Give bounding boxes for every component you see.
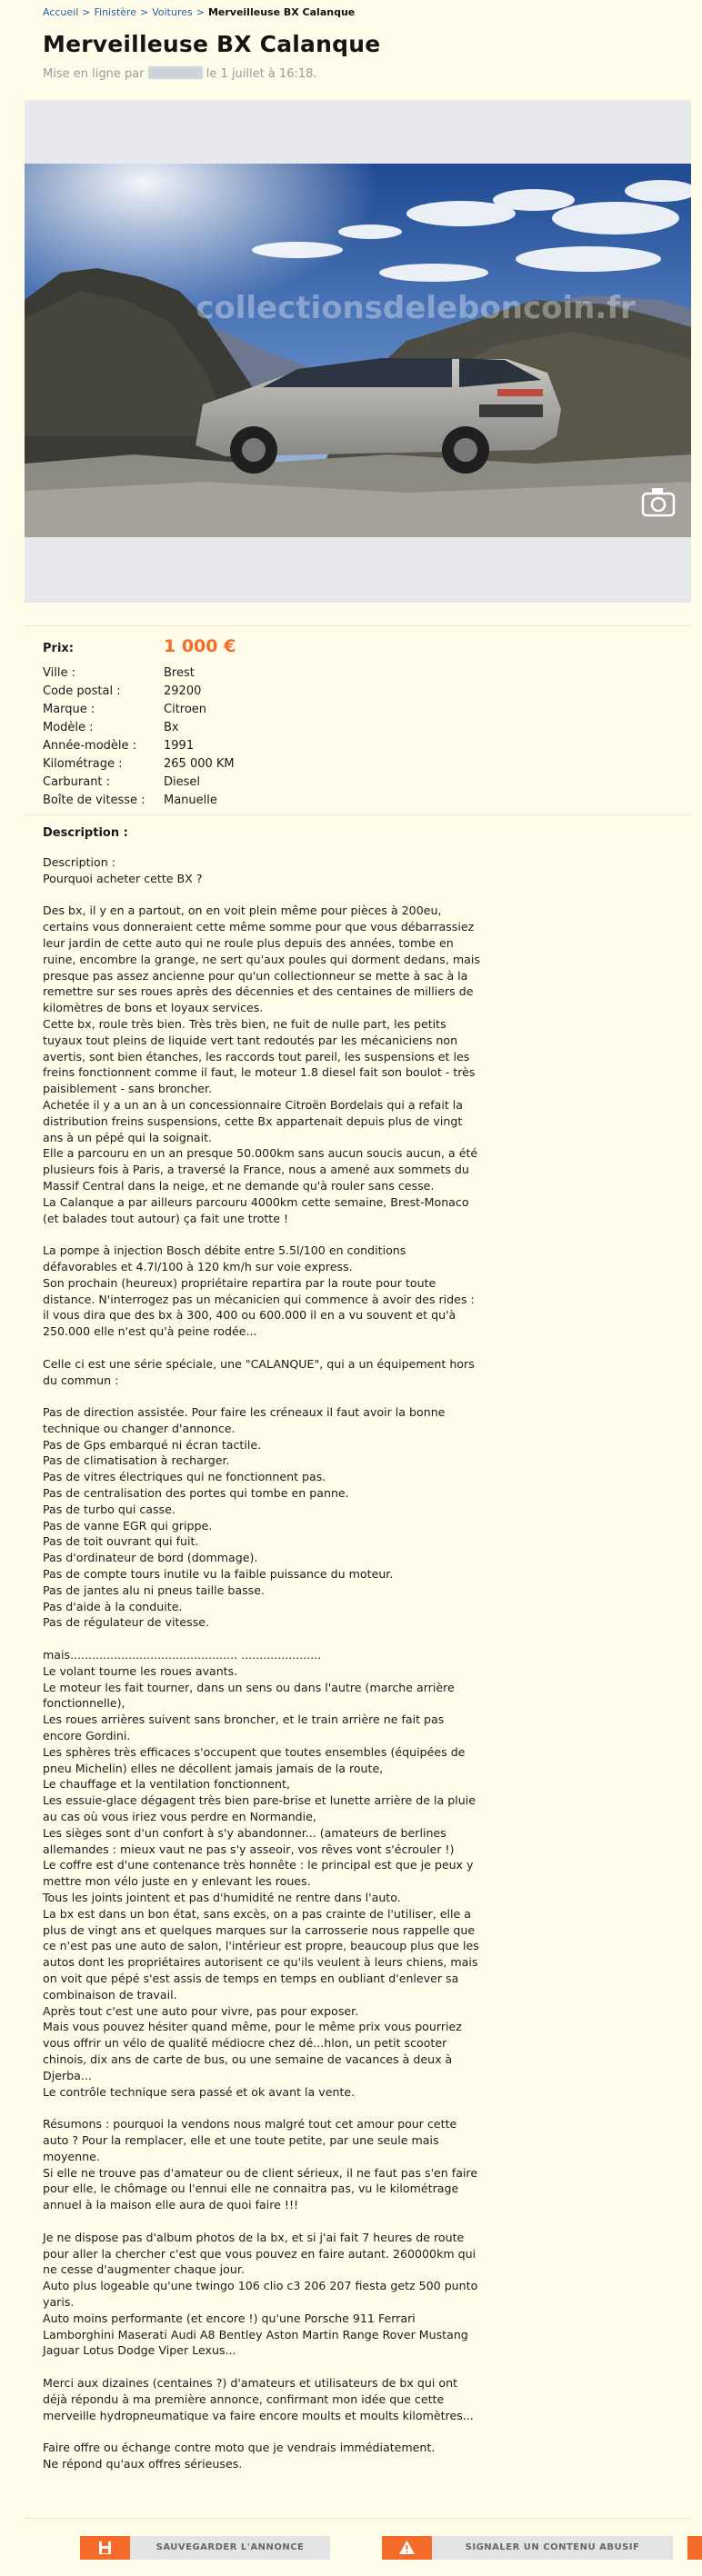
description-title: Description : (43, 826, 128, 840)
action-bar (0, 2531, 702, 2576)
price-label: Prix: (43, 642, 74, 655)
spec-brand (43, 701, 406, 719)
spec-label: Marque : (43, 703, 95, 716)
spec-postal-code (43, 683, 406, 701)
spec-value: Citroen (164, 703, 207, 716)
report-abuse-button[interactable] (382, 2536, 673, 2560)
breadcrumb-category[interactable]: Voitures (152, 6, 193, 18)
breadcrumb-region[interactable]: Finistère (94, 6, 136, 18)
next-button-edge[interactable] (687, 2536, 702, 2560)
description-body: Description : Pourquoi acheter cette BX ? Des bx, il y en a partout, on en voit plein même pour pièces à 200eu, certains vous donneraient cette même somme pour que vous débarrassiez leur jardin de cette auto qui ne roule plus depuis des années, tombe en ruine, encombre la grange, ne sert qu'aux poules qui dorment dedans, mais presque pas assez ancienne pour qu'un collectionneur se mette à sac à la remettre sur ses roues après des décennies et des centaines de milliers de kilomètres de bons et loyaux services. Cette bx, roule très bien. Très très bien, ne fuit de nulle part, les petits tuyaux tout pleins de liquide vert tant redoutés par les mécaniciens non avertis, sont bien étanches, les raccords tout pareil, les suspensions et les freins fonctionnent comme il faut, le moteur 1.8 diesel fait son boulot - très paisiblement - sans broncher. Achetée il y a un an à un concessionnaire Citroën Bordelais qui a refait la distribution freins suspensions, cette Bx appartenait depuis plus de vingt ans à un pépé qui la soignait. Elle a parcouru en un an presque 50.000km sans aucun soucis aucun, a été plusieurs fois à Paris, a traversé la France, nous a amené aux sommets du Massif Central dans la neige, et ne demande qu'à rouler sans cesse. La Calanque a par ailleurs parcouru 4000km cette semaine, Brest-Monaco (et balades tout autour) ça fait une trotte ! La pompe à injection Bosch débite entre 5.5l/100 en conditions défavorables et 4.7l/100 à 120 km/h sur voie express. Son prochain (heureux) propriétaire repartira par la route pour toute distance. N'interrogez pas un mécanicien qui commence à avoir des rides : il vous dira que des bx à 300, 400 ou 600.000 il en a vu souvent et qu'à 250.000 elle n'est qu'à peine rodée... Celle ci est une série spéciale, une "CALANQUE", qui a un équipement hors du commun : Pas de direction assistée. Pour faire les créneaux il faut avoir la bonne technique ou changer d'annonce. Pas de Gps embarqué ni écran tactile. Pas de climatisation à recharger. Pas de vitres électriques qui ne fonctionnent pas. Pas de centralisation des portes qui tombe en panne. Pas de turbo qui casse. Pas de vanne EGR qui grippe. Pas de toit ouvrant qui fuit. Pas d'ordinateur de bord (dommage). Pas de compte tours inutile vu la faible puissance du moteur. Pas de jantes alu ni pneus taille basse. Pas d'aide à la conduite. Pas de régulateur de vitesse. mais.............................................. ...................... Le volant tourne les roues avants. Le moteur les fait tourner, dans un sens ou dans l'autre (marche arrière fonctionnelle), Les roues arrières suivent sans broncher, et le train arrière ne fait pas encore Gordini. Les sphères très efficaces s'occupent que toutes ensembles (équipées de pneu Michelin) elles ne décollent jamais jamais de la route, Le chauffage et la ventilation fonctionnent, Les essuie-glace dégagent très bien pare-brise et lunette arrière de la pluie au cas où vous iriez vous perdre en Normandie, Les sièges sont d'un confort à s'y abandonner... (amateurs de berlines allemandes : mieux vaut ne pas s'y asseoir, vos rêves vont s'écrouler !) Le coffre est d'une contenance très honnête : le principal est que je peux y mettre mon vélo juste en y enlevant les roues. Tous les joints jointent et pas d'humidité ne rentre dans l'auto. La bx est dans un bon état, sans excès, on a pas crainte de l'utiliser, elle a plus de vingt ans et quelques marques sur la carrosserie nous rappelle que ce n'est pas une auto de salon, l'intérieur est propre, beaucoup plus que les autos dont les propriétaires autorisent ce qu'ils veulent à leurs chiens, mais on voit que pépé s'est assis de temps en temps en oubliant d'enlever sa combinaison de travail. Après tout c'est une auto pour vivre, pas pour exposer. Mais vous pouvez hésiter quand même, pour le même prix vous pourriez vous offrir un vélo de qualité médiocre chez dé...hlon, un petit scooter chinois, dix ans de carte de bus, ou une semaine de vacances à deux à Djerba... Le contrôle technique sera passé et ok avant la vente. Résumons : pourquoi la vendons nous malgré tout cet amour pour cette auto ? Pour la remplacer, elle et une toute petite, par une seule mais moyenne. Si elle ne trouve pas d'amateur ou de client sérieux, il ne faut pas s'en faire pour elle, le chômage ou l'ennui elle ne connaitra pas, vu le kilométrage annuel à la maison elle aura de quoi faire !!! Je ne dispose pas d'album photos de la bx, et si j'ai fait 7 heures de route pour aller la chercher c'est que vous pouvez en faire autant. 260000km qui ne cesse d'augmenter chaque jour. Auto plus logeable qu'une twingo 106 clio c3 206 207 fiesta getz 500 punto yaris. Auto moins performante (et encore !) qu'une Porsche 911 Ferrari Lamborghini Maserati Audi A8 Bentley Aston Martin Range Rover Mustang Jaguar Lotus Dodge Viper Lexus... Merci aux dizaines (centaines ?) d'amateurs et utilisateurs de bx qui ont déjà répondu à ma première annonce, confirmant mon idée que cette merveille hydropneumatique va faire encore moults et moults kilomètres... Faire offre ou échange contre moto que je vendrais immédiatement. Ne répond qu'aux offres sérieuses. (43, 855, 480, 2471)
car-photo[interactable] (25, 164, 691, 537)
spec-label: Carburant : (43, 775, 111, 789)
spec-label: Boîte de vitesse : (43, 794, 145, 807)
photo-gallery (25, 100, 691, 603)
save-icon (80, 2536, 130, 2560)
spec-label: Kilométrage : (43, 757, 123, 771)
spec-label: Code postal : (43, 684, 121, 698)
photo-watermark: collectionsdeleboncoin.fr (196, 290, 636, 326)
save-ad-label: SAUVEGARDER L'ANNONCE (155, 2542, 305, 2552)
spec-city (43, 664, 406, 683)
divider (25, 625, 691, 626)
spec-value: Bx (164, 721, 179, 734)
spec-value: 265 000 KM (164, 757, 235, 771)
spec-label: Modèle : (43, 721, 94, 734)
breadcrumb-separator: > (139, 6, 149, 18)
spec-label: Année-modèle : (43, 739, 137, 753)
spec-value: 29200 (164, 684, 202, 698)
page-title: Merveilleuse BX Calanque (43, 31, 381, 57)
spec-gearbox (43, 792, 406, 810)
divider (25, 2518, 691, 2519)
warning-icon (382, 2536, 432, 2560)
posted-date: le 1 juillet à 16:18. (206, 67, 317, 81)
spec-value: 1991 (164, 739, 195, 753)
save-ad-button[interactable] (80, 2536, 330, 2560)
breadcrumb-home[interactable]: Accueil (43, 6, 79, 18)
spec-label: Ville : (43, 666, 75, 680)
breadcrumb (43, 6, 355, 18)
spec-year (43, 737, 406, 755)
spec-mileage (43, 755, 406, 774)
report-abuse-label: SIGNALER UN CONTENU ABUSIF (465, 2542, 640, 2552)
spec-list (43, 664, 406, 810)
breadcrumb-current: Merveilleuse BX Calanque (207, 6, 356, 18)
spec-fuel (43, 774, 406, 792)
spec-value: Manuelle (164, 794, 217, 807)
breadcrumb-separator: > (196, 6, 205, 18)
spec-value: Diesel (164, 775, 201, 789)
posted-prefix: Mise en ligne par (43, 67, 145, 81)
breadcrumb-separator: > (82, 6, 91, 18)
spec-value: Brest (164, 666, 195, 680)
price-value: 1 000 € (164, 636, 236, 656)
divider (25, 814, 691, 815)
posted-info (43, 66, 317, 81)
spec-model (43, 719, 406, 737)
seller-name-redacted[interactable] (148, 66, 203, 79)
